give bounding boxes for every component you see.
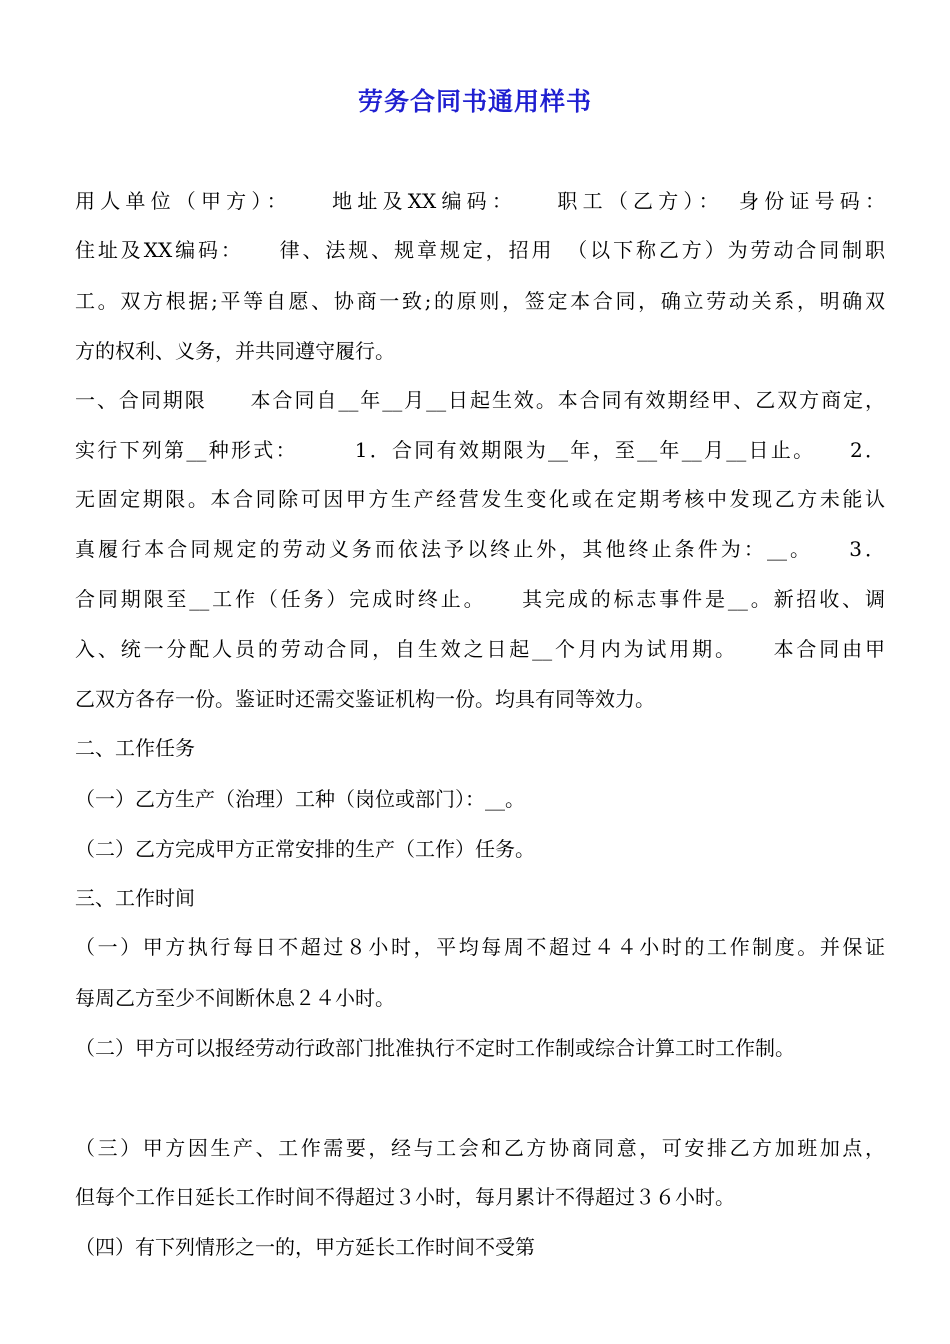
body-line: （四）有下列情形之一的，甲方延长工作时间不受第 bbox=[75, 1235, 535, 1259]
body-line: 乙双方各存一份。鉴证时还需交鉴证机构一份。均具有同等效力。 bbox=[75, 687, 655, 711]
body-line: 每周乙方至少不间断休息２４小时。 bbox=[75, 986, 395, 1010]
body-line: （一）甲方执行每日不超过８小时，平均每周不超过４４小时的工作制度。并保证 bbox=[75, 935, 885, 959]
body-line: 合同期限至__工作（任务）完成时终止。 其完成的标志事件是__。新招收、调 bbox=[75, 587, 885, 611]
body-line: 一、合同期限 本合同自__年__月__日起生效。本合同有效期经甲、乙双方商定， bbox=[75, 388, 885, 412]
body-line: 实行下列第__种形式： 1．合同有效期限为__年，至__年__月__日止。 2． bbox=[75, 438, 885, 462]
body-line: （二）甲方可以报经劳动行政部门批准执行不定时工作制或综合计算工时工作制。 bbox=[75, 1036, 795, 1060]
body-line: 入、统一分配人员的劳动合同，自生效之日起__个月内为试用期。 本合同由甲 bbox=[75, 637, 885, 661]
body-line: 真履行本合同规定的劳动义务而依法予以终止外，其他终止条件为：__。 3． bbox=[75, 537, 885, 561]
body-line: 用人单位（甲方）： 地址及XX编码： 职工（乙方）： 身份证号码： bbox=[75, 189, 885, 213]
section-heading: 三、工作时间 bbox=[75, 886, 195, 910]
body-line: 方的权利、义务，并共同遵守履行。 bbox=[75, 339, 395, 363]
body-line: 无固定期限。本合同除可因甲方生产经营发生变化或在定期考核中发现乙方未能认 bbox=[75, 487, 885, 511]
document-title: 劳务合同书通用样书 bbox=[357, 87, 592, 116]
section-heading: 二、工作任务 bbox=[75, 736, 195, 760]
body-line: （三）甲方因生产、工作需要，经与工会和乙方协商同意，可安排乙方加班加点， bbox=[75, 1136, 885, 1160]
body-line: （二）乙方完成甲方正常安排的生产（工作）任务。 bbox=[75, 837, 535, 861]
body-line: 工。双方根据;平等自愿、协商一致;的原则，签定本合同，确立劳动关系，明确双 bbox=[75, 289, 885, 313]
body-line: 但每个工作日延长工作时间不得超过３小时，每月累计不得超过３６小时。 bbox=[75, 1185, 735, 1209]
body-line: 住址及XX编码： 律、法规、规章规定，招用 （以下称乙方）为劳动合同制职 bbox=[75, 238, 885, 262]
body-line: （一）乙方生产（治理）工种（岗位或部门）：__。 bbox=[75, 787, 525, 811]
